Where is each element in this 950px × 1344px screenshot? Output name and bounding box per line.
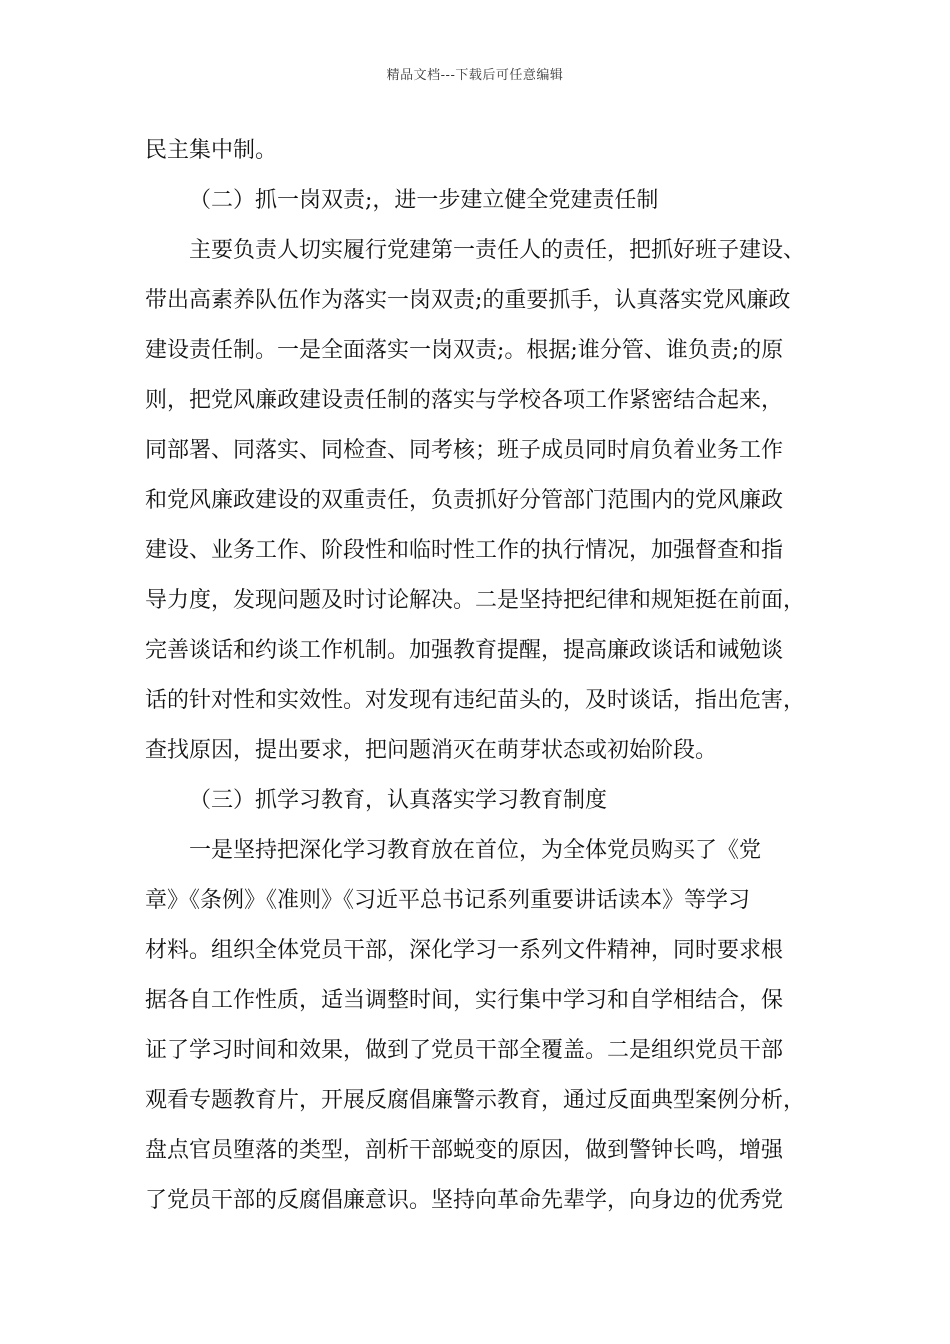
text-line: 带出高素养队伍作为落实一岗双责;的重要抓手，认真落实党风廉政	[145, 288, 791, 313]
text-line: 和党风廉政建设的双重责任，负责抓好分管部门范围内的党风廉政	[145, 488, 784, 513]
text-line: 了党员干部的反腐倡廉意识。坚持向革命先辈学，向身边的优秀党	[145, 1188, 784, 1213]
text-line: 盘点官员堕落的类型，剖析干部蜕变的原因，做到警钟长鸣，增强	[145, 1138, 784, 1163]
text-line: 查找原因，提出要求，把问题消灭在萌芽状态或初始阶段。	[145, 738, 718, 763]
text-line: 建设责任制。一是全面落实一岗双责;。根据;谁分管、谁负责;的原	[145, 338, 784, 363]
text-line: 证了学习时间和效果，做到了党员干部全覆盖。二是组织党员干部	[145, 1038, 784, 1063]
text-line: 据各自工作性质，适当调整时间，实行集中学习和自学相结合，保	[145, 988, 784, 1013]
text-line: 民主集中制。	[145, 138, 278, 163]
text-line: 导力度，发现问题及时讨论解决。二是坚持把纪律和规矩挺在前面，	[145, 588, 806, 613]
text-line: 材料。组织全体党员干部，深化学习一系列文件精神，同时要求根	[145, 938, 784, 963]
text-line: 章》《条例》《准则》《习近平总书记系列重要讲话读本》等学习	[145, 888, 751, 913]
page-header: 精品文档---下载后可任意编辑	[386, 68, 564, 83]
text-line: 一是坚持把深化学习教育放在首位，为全体党员购买了《党	[189, 838, 762, 863]
text-line: 观看专题教育片，开展反腐倡廉警示教育，通过反面典型案例分析，	[145, 1088, 806, 1113]
text-line: （二）抓一岗双责;，进一步建立健全党建责任制	[189, 188, 659, 213]
text-line: 话的针对性和实效性。对发现有违纪苗头的，及时谈话，指出危害，	[145, 688, 806, 713]
text-line: 则，把党风廉政建设责任制的落实与学校各项工作紧密结合起来，	[145, 388, 784, 413]
text-line: 同部署、同落实、同检查、同考核；班子成员同时肩负着业务工作	[145, 438, 784, 463]
text-line: 主要负责人切实履行党建第一责任人的责任，把抓好班子建设、	[189, 238, 806, 263]
text-line: （三）抓学习教育，认真落实学习教育制度	[189, 788, 608, 813]
text-line: 建设、业务工作、阶段性和临时性工作的执行情况，加强督查和指	[145, 538, 784, 563]
text-line: 完善谈话和约谈工作机制。加强教育提醒，提高廉政谈话和诫勉谈	[145, 638, 784, 663]
body-text	[145, 126, 830, 1226]
